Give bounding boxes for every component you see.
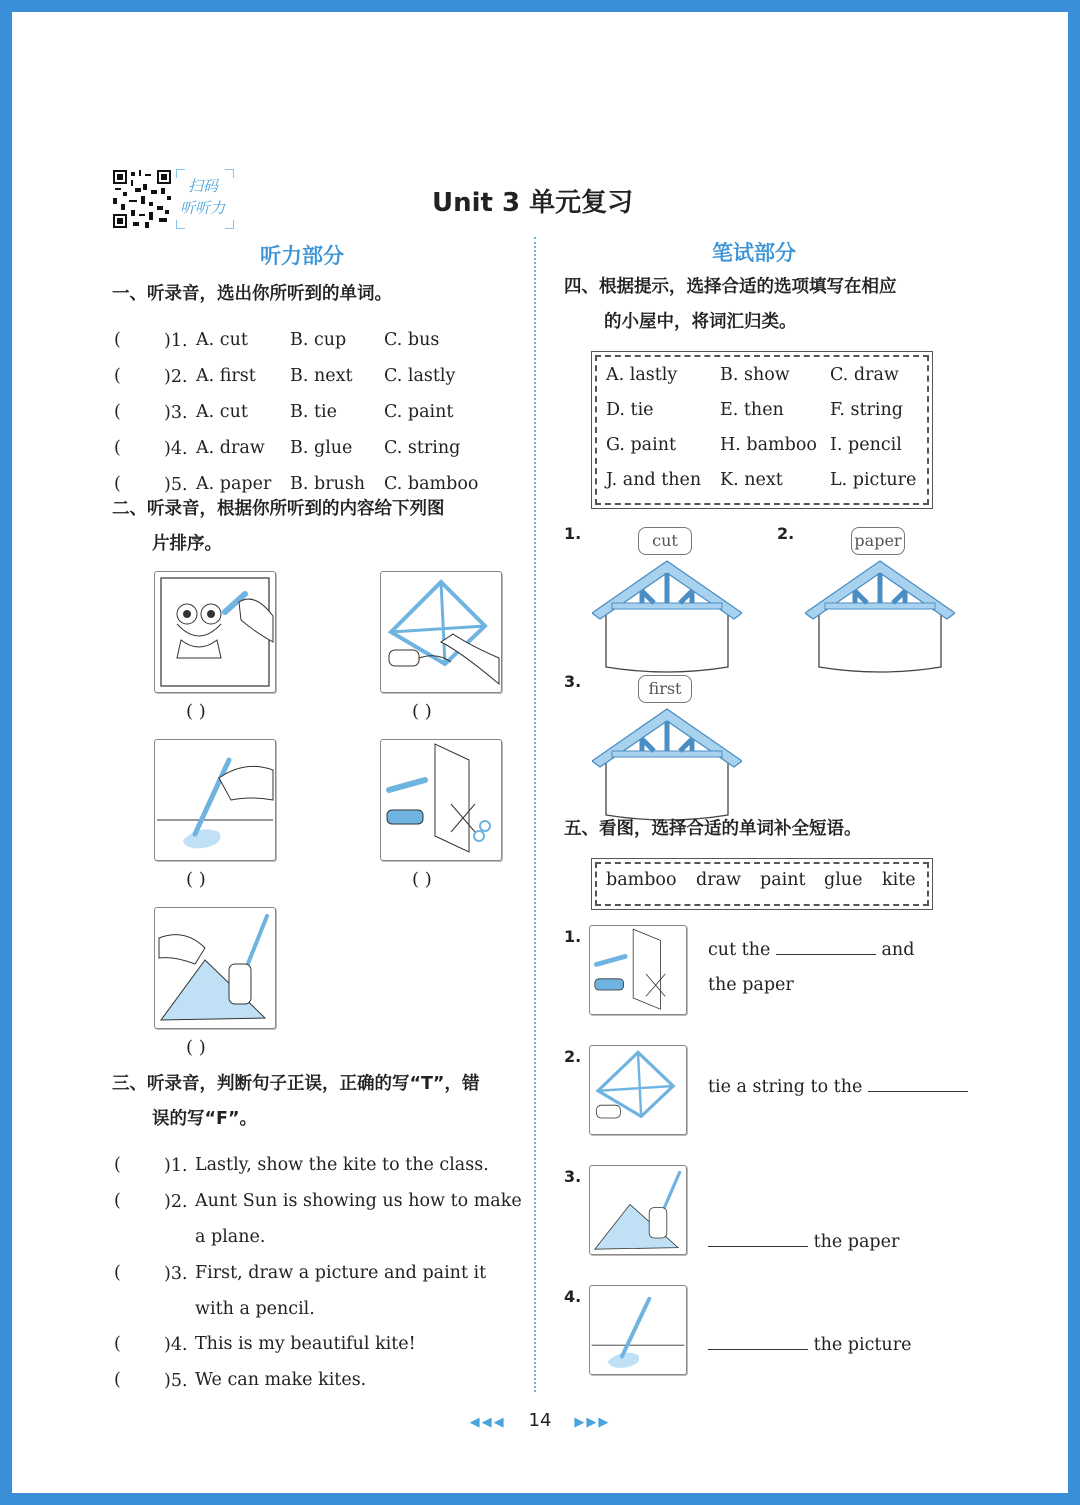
word-bank-word: glue bbox=[824, 870, 863, 890]
page-title: Unit 3 单元复习 bbox=[432, 188, 634, 218]
house-number: 2. bbox=[777, 524, 795, 543]
item-number: )5. bbox=[164, 475, 188, 495]
item-number: )3. bbox=[164, 1264, 188, 1284]
p5-picture-cutting bbox=[589, 925, 687, 1015]
option-b: B. brush bbox=[290, 474, 366, 494]
option-cell: F. string bbox=[830, 400, 903, 420]
option-a: A. cut bbox=[196, 402, 248, 422]
sentence: We can make kites. bbox=[195, 1370, 367, 1390]
option-a: A. paper bbox=[196, 474, 272, 494]
classification-house[interactable] bbox=[592, 547, 742, 687]
page-number: 14 bbox=[528, 1410, 552, 1431]
part3-instruction-line2: 误的写“F”。 bbox=[152, 1109, 257, 1129]
sentence: First, draw a picture and paint it bbox=[195, 1263, 487, 1283]
p5-item1-line2: the paper bbox=[708, 975, 794, 995]
option-cell: C. draw bbox=[830, 365, 899, 385]
house-label: first bbox=[638, 675, 692, 703]
option-a: A. first bbox=[196, 366, 256, 386]
answer-paren[interactable]: ( bbox=[114, 474, 121, 494]
part3-instruction-line1: 三、听录音，判断句子正误，正确的写“T”，错 bbox=[112, 1074, 480, 1094]
answer-paren[interactable]: ( bbox=[114, 1370, 121, 1390]
worksheet-page bbox=[12, 12, 1068, 1493]
p5-num-4: 4. bbox=[564, 1287, 582, 1306]
p5-item1-line1: cut the and bbox=[708, 940, 915, 960]
sentence: Lastly, show the kite to the class. bbox=[195, 1155, 489, 1175]
option-b: B. glue bbox=[290, 438, 353, 458]
word-bank-word: bamboo bbox=[606, 870, 677, 890]
answer-paren[interactable]: ( bbox=[114, 1334, 121, 1354]
option-cell: E. then bbox=[720, 400, 784, 420]
option-a: A. cut bbox=[196, 330, 248, 350]
answer-paren[interactable]: ( bbox=[114, 438, 121, 458]
picture-drawing-frog bbox=[154, 571, 276, 693]
option-c: C. string bbox=[384, 438, 461, 458]
option-c: C. paint bbox=[384, 402, 454, 422]
option-c: C. bamboo bbox=[384, 474, 479, 494]
p5-picture-gluing bbox=[589, 1165, 687, 1255]
p5-num-1: 1. bbox=[564, 927, 582, 946]
p5-num-3: 3. bbox=[564, 1167, 582, 1186]
house-number: 3. bbox=[564, 672, 582, 691]
item-number: )3. bbox=[164, 403, 188, 423]
item-number: )2. bbox=[164, 367, 188, 387]
option-b: B. tie bbox=[290, 402, 337, 422]
p5-picture-painting bbox=[589, 1285, 687, 1375]
option-c: C. bus bbox=[384, 330, 440, 350]
house-label: cut bbox=[638, 527, 692, 555]
sentence: This is my beautiful kite! bbox=[195, 1334, 416, 1354]
part4-instruction-line2: 的小屋中，将词汇归类。 bbox=[604, 312, 797, 332]
option-c: C. lastly bbox=[384, 366, 456, 386]
p5-item3-line: the paper bbox=[708, 1232, 899, 1252]
item-number: )4. bbox=[164, 439, 188, 459]
answer-paren[interactable]: ( bbox=[114, 330, 121, 350]
scan-to-listen-label: 扫码 听听力 bbox=[176, 169, 234, 229]
item-number: )1. bbox=[164, 331, 188, 351]
sentence-continued: a plane. bbox=[195, 1227, 266, 1247]
listening-heading: 听力部分 bbox=[260, 244, 344, 268]
p5-blank-1[interactable] bbox=[776, 940, 876, 955]
order-blank-5[interactable]: ( ) bbox=[186, 1037, 206, 1058]
item-number: )5. bbox=[164, 1371, 188, 1391]
column-divider bbox=[534, 237, 536, 1392]
order-blank-1[interactable]: ( ) bbox=[186, 701, 206, 722]
option-cell: G. paint bbox=[606, 435, 677, 455]
p5-picture-kite bbox=[589, 1045, 687, 1135]
order-blank-4[interactable]: ( ) bbox=[412, 869, 432, 890]
option-cell: D. tie bbox=[606, 400, 654, 420]
option-b: B. cup bbox=[290, 330, 347, 350]
option-cell: K. next bbox=[720, 470, 783, 490]
classification-house[interactable] bbox=[805, 547, 955, 687]
option-cell: J. and then bbox=[606, 470, 702, 490]
order-blank-3[interactable]: ( ) bbox=[186, 869, 206, 890]
picture-painting-brush bbox=[154, 739, 276, 861]
part2-instruction-line2: 片排序。 bbox=[152, 534, 222, 554]
sentence-continued: with a pencil. bbox=[195, 1299, 315, 1319]
answer-paren[interactable]: ( bbox=[114, 366, 121, 386]
house-label: paper bbox=[851, 527, 905, 555]
picture-tying-string-kite bbox=[380, 571, 502, 693]
option-cell: H. bamboo bbox=[720, 435, 817, 455]
next-arrows-icon: ▶▶▶ bbox=[574, 1415, 611, 1430]
word-bank-word: paint bbox=[760, 870, 806, 890]
picture-gluing-paper bbox=[154, 907, 276, 1029]
option-a: A. draw bbox=[196, 438, 265, 458]
p5-blank-2[interactable] bbox=[868, 1077, 968, 1092]
item-number: )1. bbox=[164, 1156, 188, 1176]
option-b: B. next bbox=[290, 366, 353, 386]
page-footer bbox=[12, 1410, 1068, 1431]
p5-blank-4[interactable] bbox=[708, 1335, 808, 1350]
option-cell: B. show bbox=[720, 365, 790, 385]
part2-instruction-line1: 二、听录音，根据你所听到的内容给下列图 bbox=[112, 499, 445, 519]
p5-item4-line: the picture bbox=[708, 1335, 911, 1355]
picture-cutting-bamboo bbox=[380, 739, 502, 861]
order-blank-2[interactable]: ( ) bbox=[412, 701, 432, 722]
answer-paren[interactable]: ( bbox=[114, 1191, 121, 1211]
writing-heading: 笔试部分 bbox=[712, 241, 796, 265]
part1-instruction: 一、听录音，选出你所听到的单词。 bbox=[112, 284, 392, 304]
word-bank-word: draw bbox=[696, 870, 741, 890]
answer-paren[interactable]: ( bbox=[114, 402, 121, 422]
p5-item2-line: tie a string to the bbox=[708, 1077, 968, 1097]
item-number: )4. bbox=[164, 1335, 188, 1355]
option-cell: A. lastly bbox=[606, 365, 678, 385]
option-cell: I. pencil bbox=[830, 435, 902, 455]
answer-paren[interactable]: ( bbox=[114, 1263, 121, 1283]
sentence: Aunt Sun is showing us how to make bbox=[195, 1191, 522, 1211]
qr-code[interactable] bbox=[113, 170, 171, 228]
p5-num-2: 2. bbox=[564, 1047, 582, 1066]
word-bank-word: kite bbox=[882, 870, 916, 890]
house-number: 1. bbox=[564, 524, 582, 543]
answer-paren[interactable]: ( bbox=[114, 1155, 121, 1175]
part4-instruction-line1: 四、根据提示，选择合适的选项填写在相应 bbox=[564, 277, 897, 297]
prev-arrows-icon: ◀◀◀ bbox=[469, 1415, 506, 1430]
p5-blank-3[interactable] bbox=[708, 1232, 808, 1247]
option-cell: L. picture bbox=[830, 470, 917, 490]
part5-instruction: 五、看图，选择合适的单词补全短语。 bbox=[564, 819, 862, 839]
item-number: )2. bbox=[164, 1192, 188, 1212]
